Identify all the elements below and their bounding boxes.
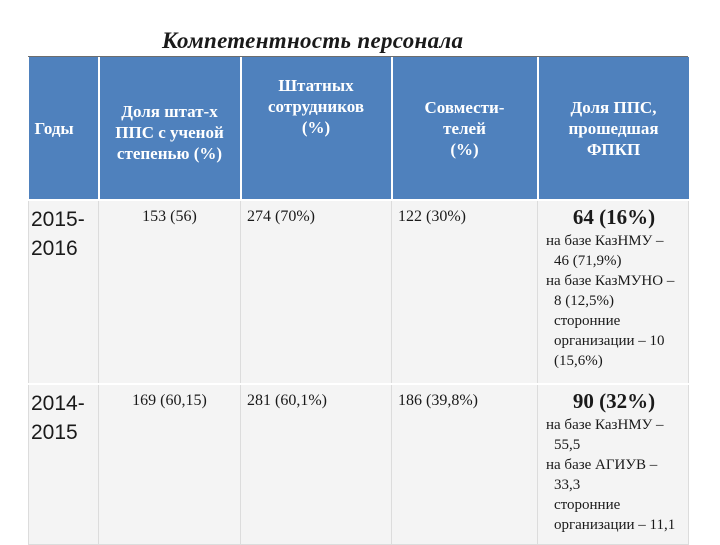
- year-cell: [29, 384, 99, 544]
- header-text-line: степенью (%): [116, 143, 223, 163]
- fpk-detail-line: на базе КазМУНО –: [546, 273, 675, 289]
- header-years-label: Годы: [34, 118, 74, 138]
- header-text-line: прошедшая: [568, 118, 659, 138]
- part-time-cell: 122 (30%): [392, 200, 538, 384]
- header-text-line: сотрудников: [267, 97, 365, 116]
- header-text-line: телей: [443, 118, 486, 138]
- fpk-detail-line: 33,3: [554, 477, 581, 493]
- page-title: Компетентность персонала: [162, 28, 464, 53]
- year-text-line: 2015-: [31, 208, 85, 231]
- header-text-line: (%): [301, 118, 331, 137]
- header-text-line: Совмести-: [424, 97, 505, 117]
- fpk-detail-line: на базе КазНМУ –: [546, 417, 664, 433]
- year-text-line: 2016: [31, 237, 78, 260]
- staff-cell: 281 (60,1%): [241, 384, 392, 544]
- fpk-detail-line: сторонние: [554, 313, 621, 329]
- header-text-line: (%): [450, 139, 479, 159]
- header-text-line: Штатных: [278, 76, 354, 95]
- header-fpk-share: [538, 57, 689, 200]
- degree-share-cell: 153 (56): [99, 200, 241, 384]
- fpk-detail-line: на базе КазНМУ –: [546, 233, 664, 249]
- fpk-cell: [538, 200, 689, 384]
- fpk-total: 90 (32%): [572, 389, 656, 413]
- fpk-detail-line: 55,5: [554, 437, 581, 453]
- degree-share-cell: 169 (60,15): [99, 384, 241, 544]
- fpk-detail-line: организации – 11,1: [554, 517, 676, 533]
- header-years: [29, 57, 99, 200]
- header-staff: [241, 57, 392, 200]
- year-cell: [29, 200, 99, 384]
- header-text-line: Доля штат-х: [121, 101, 218, 121]
- table-row: [29, 200, 689, 384]
- fpk-total: 64 (16%): [572, 205, 656, 229]
- header-text-line: ППС с ученой: [115, 122, 224, 142]
- part-time-cell: 186 (39,8%): [392, 384, 538, 544]
- fpk-detail-line: сторонние: [554, 497, 621, 513]
- header-text-line: ФПКП: [586, 139, 641, 159]
- year-text-line: 2014-: [31, 392, 85, 415]
- fpk-detail-line: 46 (71,9%): [554, 253, 622, 269]
- header-degree-share: [99, 57, 241, 200]
- fpk-detail-line: на базе АГИУВ –: [546, 457, 658, 473]
- fpk-detail-line: (15,6%): [554, 353, 603, 369]
- header-part-time: [392, 57, 538, 200]
- competence-table: [28, 57, 689, 545]
- staff-cell: 274 (70%): [241, 200, 392, 384]
- fpk-detail-line: организации – 10: [554, 333, 665, 349]
- table-row: [29, 384, 689, 544]
- fpk-cell: [538, 384, 689, 544]
- header-row: [29, 57, 689, 200]
- year-text-line: 2015: [31, 421, 78, 444]
- fpk-detail-line: 8 (12,5%): [554, 293, 614, 309]
- header-text-line: Доля ППС,: [570, 97, 657, 117]
